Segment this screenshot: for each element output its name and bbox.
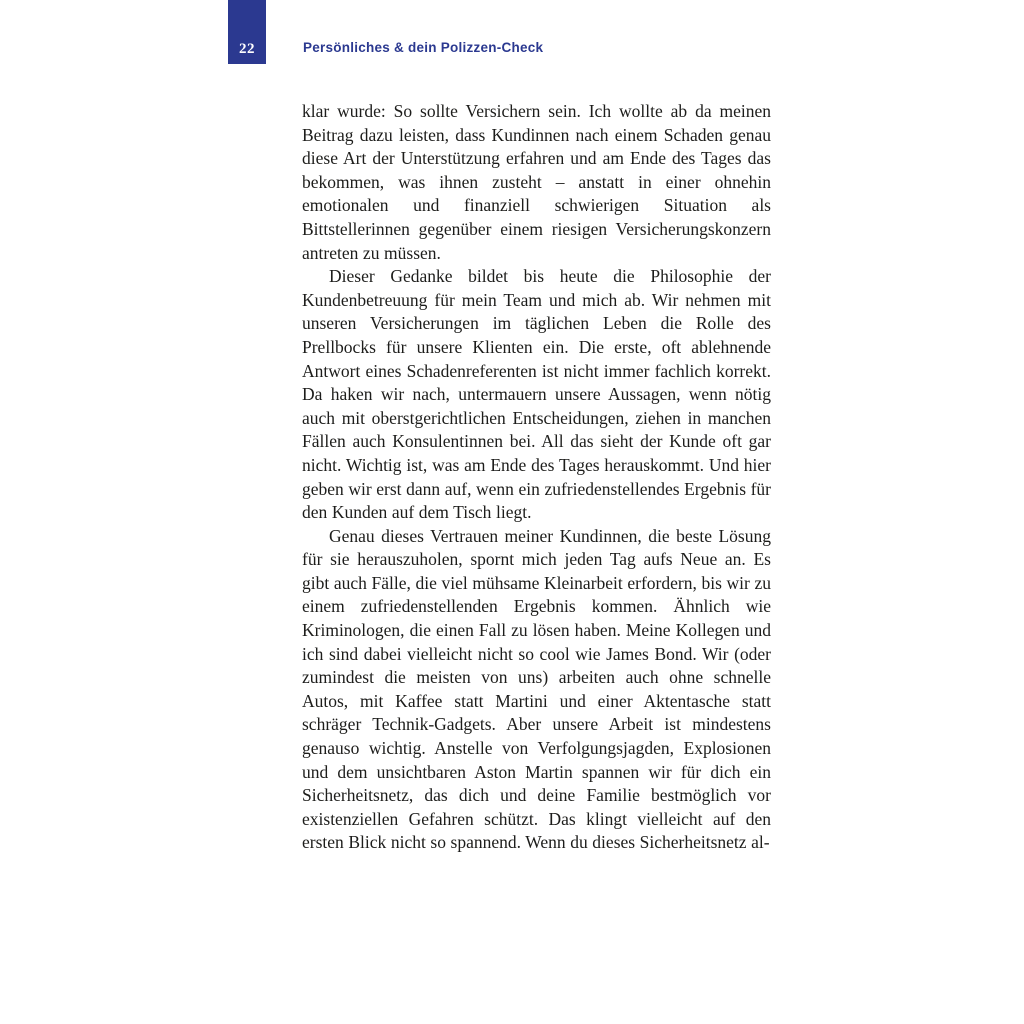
page-number: 22 [239,41,255,57]
paragraph: klar wurde: So sollte Versichern sein. Ich wollte ab da meinen Beitrag dazu leisten, dass Kundinnen nach einem Schaden genau diese Art der Unterstützung erfahren und am Ende des Tages das bekommen, was ihnen zusteht – anstatt in einer ohnehin emotionalen und finanziell schwierigen Situation als Bittstellerinnen gegenüber einem riesigen Versicherungskonzern antreten zu müssen. [302,101,771,263]
body-text [302,100,771,855]
paragraph: Genau dieses Vertrauen meiner Kundinnen, die beste Lösung für sie herauszuholen, spornt mich jeden Tag aufs Neue an. Es gibt auch Fälle, die viel mühsame Kleinarbeit erfordern, bis wir zu einem zufriedenstellenden Ergebnis kommen. Ähnlich wie Kriminologen, die einen Fall zu lösen haben. Meine Kollegen und ich sind dabei vielleicht nicht so cool wie James Bond. Wir (oder zumindest die meisten von uns) arbeiten auch ohne schnelle Autos, mit Kaffee statt Martini und einer Aktentasche statt schräger Technik-Gadgets. Aber unsere Arbeit ist mindestens genauso wichtig. Anstelle von Verfolgungsjagden, Explosionen und dem unsichtbaren Aston Martin spannen wir für dich ein Sicherheitsnetz, das dich und deine Familie bestmöglich vor existenziellen Gefahren schützt. Das klingt vielleicht auf den ersten Blick nicht so spannend. Wenn du dieses Sicherheitsnetz al- [302,525,771,853]
paragraph: Dieser Gedanke bildet bis heute die Philosophie der Kundenbetreuung für mein Team und mich ab. Wir nehmen mit unseren Versicherungen im täglichen Leben die Rolle des Prellbocks für unsere Klienten ein. Die erste, oft ablehnende Antwort eines Schadenreferenten ist nicht immer fachlich korrekt. Da haken wir nach, untermauern unsere Aussagen, wenn nötig auch mit oberstgerichtlichen Entscheidungen, ziehen in manchen Fällen auch Konsulentinnen bei. All das sieht der Kunde oft gar nicht. Wichtig ist, was am Ende des Tages herauskommt. Und hier geben wir erst dann auf, wenn ein zufriedenstellendes Ergebnis für den Kunden auf dem Tisch liegt. [302,266,771,523]
chapter-title: Persönliches & dein Polizzen-Check [303,40,544,55]
page-number-tab [228,0,266,64]
